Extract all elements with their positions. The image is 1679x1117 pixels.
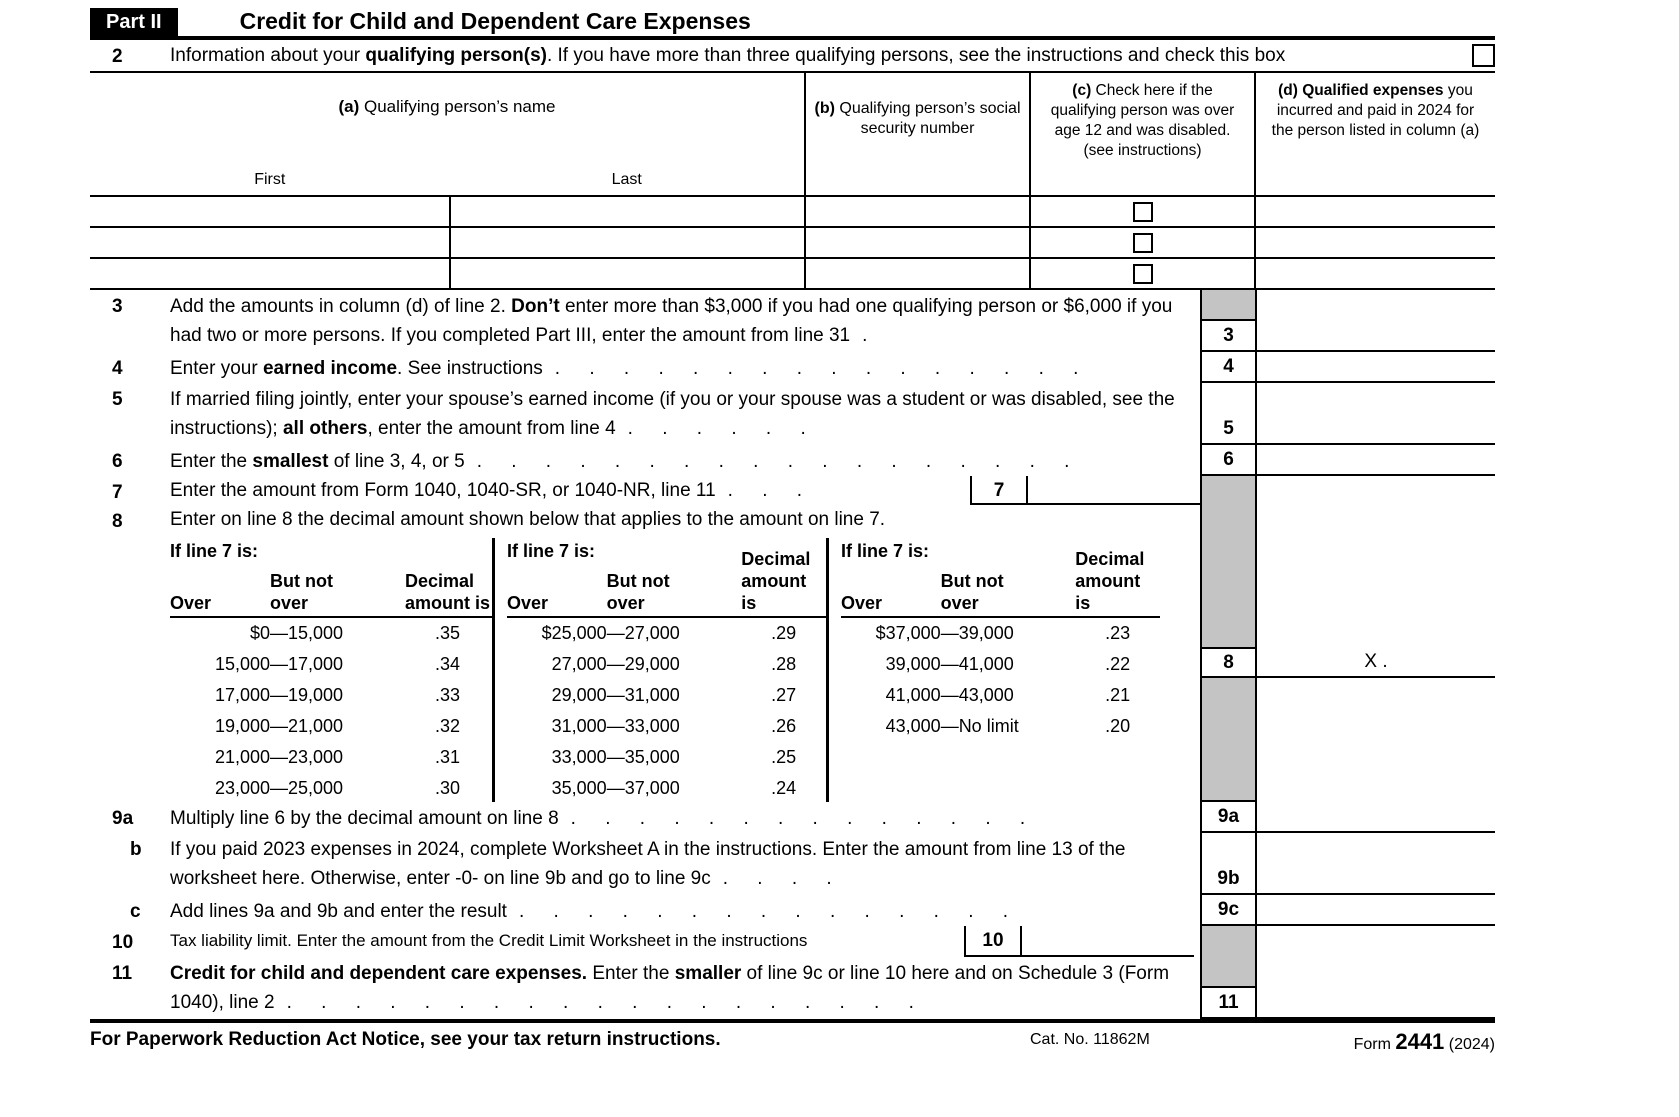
qualifying-persons-table [90, 71, 1495, 290]
line-6-number: 6 [112, 451, 123, 472]
line-8-number-box: 8 [1202, 647, 1255, 678]
person-2-first-name-cell[interactable] [90, 227, 450, 258]
butnot-header: But not over [940, 571, 1004, 613]
col-c-header: (c) Check here if the qualifying person was over age 12 and was disabled. (see instructions) [1030, 72, 1255, 196]
rate-row: 33,000 —35,000 .25 [551, 747, 797, 767]
person-3-expenses-cell[interactable] [1255, 258, 1495, 289]
line-2 [90, 40, 1495, 71]
dot-leader: . . . [727, 480, 815, 501]
line-5-number: 5 [112, 389, 123, 410]
line-11-number-box: 11 [1218, 992, 1239, 1013]
dot-leader: . . . . . . . . . . . . . . . . [554, 358, 1091, 379]
rate-row: 19,000 —21,000 .32 [214, 716, 461, 736]
line-2-number: 2 [112, 46, 123, 67]
line-9b [90, 833, 1495, 895]
line-9a-text: Multiply line 6 by the decimal amount on line 8 . . . . . . . . . . . . . . [170, 808, 1038, 829]
form-body [90, 290, 1495, 1019]
line-10 [90, 926, 1495, 957]
dot-leader: . . . . . . . . . . . . . . . . . . . [286, 992, 926, 1013]
line-5-amount-field[interactable] [1255, 383, 1495, 445]
line-10-amount-field[interactable] [1022, 926, 1194, 957]
rate-row: 41,000 —43,000 .21 [885, 685, 1131, 705]
line-6-text: Enter the smallest of line 3, 4, or 5 . . . . . . . . . . . . . . . . . . [170, 451, 1082, 472]
person-3-ssn-cell[interactable] [805, 258, 1030, 289]
person-1-disabled-checkbox[interactable] [1133, 202, 1153, 222]
rate-row: $37,000 —39,000 .23 [875, 623, 1131, 643]
decimal-header: Decimal amount is [1075, 549, 1145, 613]
butnot-header: But not over [606, 571, 670, 613]
form-number: Form 2441 (2024) [1353, 1029, 1495, 1054]
shaded-cell [1202, 957, 1255, 988]
line-9c-number: c [130, 901, 141, 922]
person-row-1 [90, 196, 1495, 227]
line-9a-number-box: 9a [1217, 806, 1240, 827]
line-9b-number-box: 9b [1217, 868, 1240, 889]
person-1-last-name-cell[interactable] [450, 196, 805, 227]
paperwork-notice: For Paperwork Reduction Act Notice, see your tax return instructions. [90, 1029, 721, 1050]
person-3-first-name-cell[interactable] [90, 258, 450, 289]
if-line7-label: If line 7 is: [170, 541, 259, 561]
dot-leader: . . . . . . [627, 418, 818, 439]
rate-row: 21,000 —23,000 .31 [214, 747, 461, 767]
person-2-expenses-cell[interactable] [1255, 227, 1495, 258]
rate-row: 15,000 —17,000 .34 [214, 654, 461, 674]
shaded-cell [1202, 290, 1255, 321]
line-9b-number: b [130, 839, 142, 860]
part-ii-badge: Part II [90, 8, 178, 36]
line-3-amount-field[interactable] [1255, 290, 1495, 352]
dot-leader: . . . . [722, 868, 844, 889]
col-a-header: (a) Qualifying person’s name First Last [90, 72, 805, 196]
line-6-amount-field[interactable] [1255, 445, 1495, 476]
line-8-amount-field[interactable]: X . [1257, 647, 1495, 678]
over-header: Over [507, 593, 549, 613]
line-7-text: Enter the amount from Form 1040, 1040-SR, or 1040-NR, line 11 . . . 7 [170, 476, 1200, 505]
person-row-3 [90, 258, 1495, 289]
line-3 [90, 290, 1495, 352]
if-line7-label: If line 7 is: [841, 541, 930, 561]
person-1-ssn-cell[interactable] [805, 196, 1030, 227]
line-3-number: 3 [112, 296, 123, 317]
shaded-cell [1200, 926, 1255, 957]
line-9a [90, 802, 1495, 833]
dot-leader: . . . . . . . . . . . . . . . . . . [476, 451, 1082, 472]
butnot-header: But not over [270, 571, 333, 613]
line-6 [90, 445, 1495, 476]
dot-leader: . [862, 325, 880, 346]
col-a-last-label: Last [611, 171, 642, 188]
rate-group-1 [170, 538, 492, 802]
line-8-instruction [90, 505, 1200, 534]
decimal-header: Decimal amount is [741, 549, 811, 613]
person-1-first-name-cell[interactable] [90, 196, 450, 227]
line-7-number: 7 [112, 482, 123, 503]
over-header: Over [170, 593, 212, 613]
line-4-number-box: 4 [1223, 356, 1234, 377]
person-2-last-name-cell[interactable] [450, 227, 805, 258]
if-line7-label: If line 7 is: [507, 541, 596, 561]
line-8-number: 8 [112, 511, 123, 532]
bottom-rule [90, 1019, 1495, 1023]
person-3-disabled-checkbox[interactable] [1133, 264, 1153, 284]
line-3-number-box: 3 [1223, 325, 1234, 346]
line-8-text: Enter on line 8 the decimal amount shown below that applies to the amount on line 7. [170, 509, 886, 530]
line-7-number-box: 7 [970, 476, 1028, 505]
footer [90, 1029, 1495, 1065]
catalog-number: Cat. No. 11862M [1030, 1031, 1150, 1048]
line-5 [90, 383, 1495, 445]
person-1-expenses-cell[interactable] [1255, 196, 1495, 227]
line-10-number-box: 10 [964, 926, 1022, 957]
rate-row: $0 —15,000 .35 [249, 623, 461, 643]
line-9b-amount-field[interactable] [1255, 833, 1495, 895]
rate-row: $25,000 —27,000 .29 [541, 623, 797, 643]
line-11-text: Credit for child and dependent care expenses. Enter the smaller of line 9c or line 10 here and on Schedule 3 (Form 1040), line 2 . . . . . . . . . . . . . . . . . . . [170, 963, 1170, 1013]
line-2-checkbox[interactable] [1472, 44, 1495, 67]
rate-row: 39,000 —41,000 .22 [885, 654, 1131, 674]
line-10-text: Tax liability limit. Enter the amount from the Credit Limit Worksheet in the instructions 10 [170, 926, 1200, 957]
person-row-2 [90, 227, 1495, 258]
line-10-number: 10 [112, 932, 134, 953]
line-9c-amount-field[interactable] [1255, 895, 1495, 926]
dot-leader: . . . . . . . . . . . . . . . [518, 901, 1021, 922]
rate-row: 35,000 —37,000 .24 [551, 778, 797, 798]
person-2-disabled-checkbox[interactable] [1133, 233, 1153, 253]
rate-row: 31,000 —33,000 .26 [551, 716, 797, 736]
col-a-first-label: First [254, 171, 286, 188]
line-9b-text: If you paid 2023 expenses in 2024, complete Worksheet A in the instructions. Enter the amount from line 13 of the worksheet here. Otherwise, enter -0- on line 9b and go to line 9c . . . . [170, 839, 1126, 889]
line-7-amount-field[interactable] [1028, 476, 1200, 505]
persons-table-header [90, 72, 1495, 196]
line-6-number-box: 6 [1223, 449, 1234, 470]
rate-row: 23,000 —25,000 .30 [214, 778, 461, 798]
col-d-header: (d) Qualified expenses you incurred and paid in 2024 for the person listed in column (a) [1255, 72, 1495, 196]
rate-group-3 [826, 538, 1160, 802]
line-5-text: If married filing jointly, enter your spouse’s earned income (if you or your spouse was a student or was disabled, see the instructions); all others, enter the amount from line 4 . . . . . . [170, 389, 1175, 439]
rate-row: 43,000 —No limit .20 [885, 716, 1131, 736]
line-7 [90, 476, 1200, 505]
dot-leader: . . . . . . . . . . . . . . [570, 808, 1038, 829]
col-b-header: (b) Qualifying person’s social security number [805, 72, 1030, 196]
over-header: Over [841, 593, 883, 613]
line-9a-amount-field[interactable] [1255, 802, 1495, 833]
line-2-text: Information about your qualifying person(s). If you have more than three qualifying persons, see the instructions and check this box [170, 44, 1286, 66]
line-4-amount-field[interactable] [1255, 352, 1495, 383]
lines-7-8-region [90, 476, 1495, 802]
part-title: Credit for Child and Dependent Care Expenses [239, 8, 751, 34]
line-4 [90, 352, 1495, 383]
decimal-header: Decimal amount is [405, 571, 491, 613]
line-5-number-box: 5 [1223, 418, 1234, 439]
rate-row: 17,000 —19,000 .33 [214, 685, 461, 705]
line-9c-number-box: 9c [1217, 899, 1240, 920]
line-11-number: 11 [112, 963, 133, 984]
rate-row: 29,000 —31,000 .27 [551, 685, 797, 705]
line-11-amount-field[interactable] [1255, 957, 1495, 1019]
person-2-ssn-cell[interactable] [805, 227, 1030, 258]
line-9c [90, 895, 1495, 926]
line-3-text: Add the amounts in column (d) of line 2. Don’t enter more than $3,000 if you had one qualifying person or $6,000 if you had two or more persons. If you completed Part III, enter the amount from line 31 . [170, 296, 1173, 346]
line-9c-text: Add lines 9a and 9b and enter the result . . . . . . . . . . . . . . . [170, 901, 1021, 922]
person-3-last-name-cell[interactable] [450, 258, 805, 289]
line-9a-number: 9a [112, 808, 134, 829]
shaded-column [1200, 476, 1255, 802]
decimal-rate-table [170, 538, 1200, 802]
line-4-text: Enter your earned income. See instructions . . . . . . . . . . . . . . . . [170, 358, 1091, 379]
line-4-number: 4 [112, 358, 123, 379]
part-header [90, 4, 1495, 40]
line-11 [90, 957, 1495, 1019]
rate-group-2 [492, 538, 826, 802]
rate-row: 27,000 —29,000 .28 [551, 654, 797, 674]
